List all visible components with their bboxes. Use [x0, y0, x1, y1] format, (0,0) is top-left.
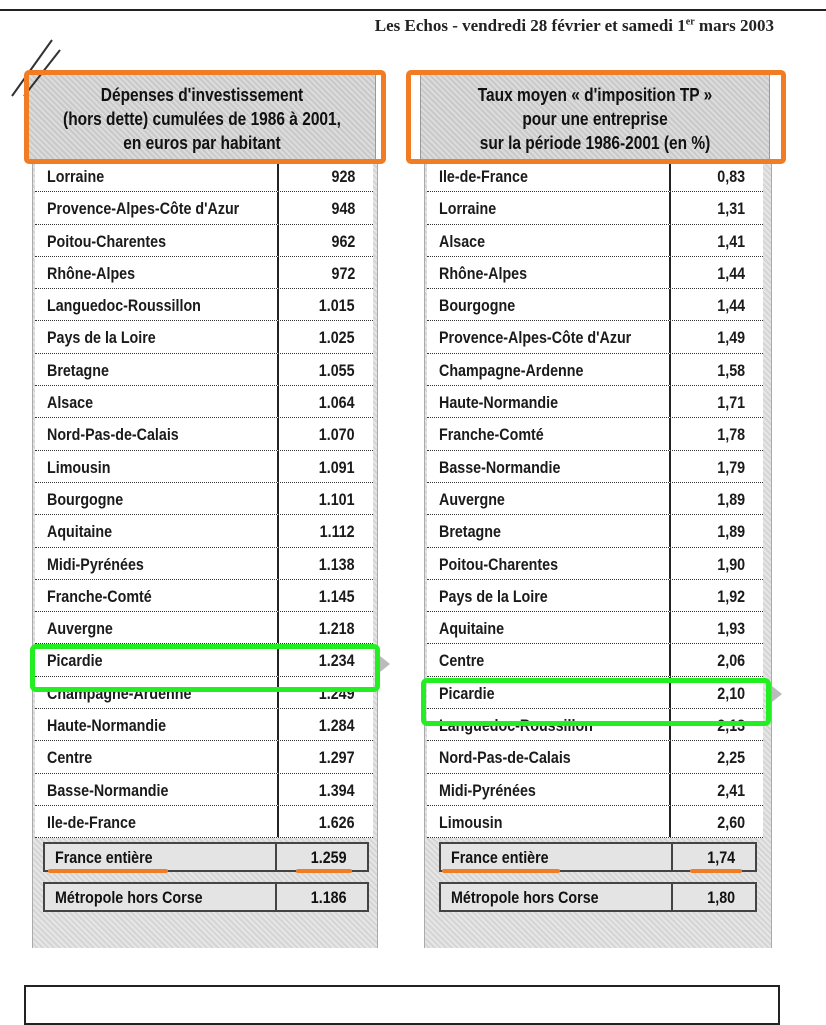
- column-divider: [277, 225, 279, 256]
- date-text-end: mars 2003: [694, 16, 774, 35]
- region-name: Picardie: [439, 683, 495, 703]
- region-value: 1.064: [319, 393, 355, 413]
- column-divider: [277, 806, 279, 837]
- region-value: 1.015: [319, 296, 355, 316]
- table-row: [427, 644, 763, 676]
- table-row: [427, 741, 763, 773]
- region-value: 1.070: [319, 425, 355, 445]
- table-row: [427, 192, 763, 224]
- table-row: [35, 289, 373, 321]
- table-row: [427, 709, 763, 741]
- table-title: Dépenses d'investissement (hors dette) cumulées de 1986 à 2001, en euros par habitant: [63, 85, 341, 153]
- metropole-row: [43, 882, 369, 912]
- column-divider: [669, 548, 671, 579]
- region-name: Provence-Alpes-Côte d'Azur: [47, 199, 240, 219]
- region-value: 1,49: [717, 328, 745, 348]
- region-value: 1,89: [717, 489, 745, 509]
- region-value: 1,31: [717, 199, 745, 219]
- paper-name: Les Echos: [374, 16, 448, 35]
- masthead-rule: [0, 9, 826, 11]
- france-total-label: France entière: [55, 848, 153, 867]
- region-name: Limousin: [47, 457, 111, 477]
- column-divider: [277, 289, 279, 320]
- column-divider: [669, 612, 671, 643]
- region-value: 1.249: [319, 683, 355, 703]
- region-name: Limousin: [439, 812, 503, 832]
- column-divider: [669, 741, 671, 772]
- metropole-label: Métropole hors Corse: [451, 888, 599, 907]
- table-header: [28, 74, 376, 162]
- column-divider: [277, 160, 279, 191]
- table-row: [427, 160, 763, 192]
- table-row: [427, 418, 763, 450]
- region-name: Bretagne: [439, 522, 501, 542]
- next-article-frame: [24, 985, 780, 1025]
- region-name: Languedoc-Roussillon: [439, 716, 593, 736]
- france-total-label: France entière: [451, 848, 549, 867]
- column-divider: [277, 709, 279, 740]
- region-name: Ile-de-France: [439, 167, 528, 186]
- table-row: [35, 321, 373, 353]
- region-value: 1,89: [717, 522, 745, 542]
- column-divider: [669, 289, 671, 320]
- region-value: 1,79: [717, 457, 745, 477]
- region-name: Aquitaine: [439, 619, 505, 639]
- table-row: [427, 515, 763, 547]
- region-value: 1.626: [319, 812, 355, 832]
- metropole-value: 1,80: [707, 888, 735, 907]
- column-divider: [277, 192, 279, 223]
- region-name: Bourgogne: [47, 489, 124, 509]
- table-row: [35, 257, 373, 289]
- table-row: [427, 451, 763, 483]
- table-row: [35, 709, 373, 741]
- column-divider: [277, 483, 279, 514]
- region-value: 1.234: [319, 651, 355, 671]
- region-name: Midi-Pyrénées: [47, 554, 144, 574]
- dateline-separator: -: [447, 16, 463, 35]
- column-divider: [277, 741, 279, 772]
- region-name: Franche-Comté: [439, 425, 544, 445]
- table-row: [35, 806, 373, 838]
- region-value: 1.112: [320, 522, 355, 542]
- table-row: [35, 644, 373, 676]
- table-row: [35, 386, 373, 418]
- table-row: [35, 418, 373, 450]
- region-value: 928: [331, 167, 355, 186]
- column-divider: [669, 160, 671, 191]
- column-divider: [277, 612, 279, 643]
- table-row: [427, 354, 763, 386]
- region-name: Poitou-Charentes: [47, 231, 167, 251]
- table-row: [35, 354, 373, 386]
- table-body: [32, 160, 378, 948]
- region-name: Alsace: [439, 231, 486, 251]
- column-divider: [669, 806, 671, 837]
- region-name: Bourgogne: [439, 296, 516, 316]
- column-divider: [669, 483, 671, 514]
- column-divider: [669, 774, 671, 805]
- column-divider: [671, 844, 673, 870]
- table-row: [427, 677, 763, 709]
- table-rows: [427, 160, 763, 838]
- column-divider: [277, 418, 279, 449]
- region-value: 2,41: [717, 780, 745, 800]
- region-name: Haute-Normandie: [439, 393, 559, 413]
- region-value: 0,83: [717, 167, 745, 186]
- table-row: [35, 548, 373, 580]
- column-divider: [669, 321, 671, 352]
- france-total-row: [439, 842, 757, 872]
- region-value: 1,71: [717, 393, 745, 413]
- france-total-value: 1,74: [707, 848, 735, 867]
- region-name: Poitou-Charentes: [439, 554, 559, 574]
- region-value: 2,25: [717, 748, 745, 768]
- table-row: [35, 192, 373, 224]
- table-row: [427, 548, 763, 580]
- region-value: 1,78: [717, 425, 745, 445]
- table-row: [35, 677, 373, 709]
- column-divider: [277, 257, 279, 288]
- region-name: Pays de la Loire: [47, 328, 156, 348]
- region-value: 1,90: [717, 554, 745, 574]
- table-row: [35, 451, 373, 483]
- region-name: Midi-Pyrénées: [439, 780, 536, 800]
- region-name: Auvergne: [47, 619, 113, 639]
- region-value: 1,92: [717, 586, 745, 606]
- table-row: [427, 806, 763, 838]
- column-divider: [669, 418, 671, 449]
- region-name: Rhône-Alpes: [439, 263, 528, 283]
- table-row: [427, 612, 763, 644]
- table-body: [424, 160, 772, 948]
- region-name: Lorraine: [47, 167, 105, 186]
- region-name: Basse-Normandie: [47, 780, 169, 800]
- column-divider: [671, 884, 673, 910]
- column-divider: [669, 451, 671, 482]
- region-name: Champagne-Ardenne: [439, 360, 584, 380]
- date-text-start: vendredi 28 février et samedi 1: [462, 16, 686, 35]
- table-row: [35, 515, 373, 547]
- region-name: Lorraine: [439, 199, 497, 219]
- region-value: 1.394: [319, 780, 355, 800]
- table-row: [35, 225, 373, 257]
- column-divider: [277, 644, 279, 675]
- table-header: [420, 74, 770, 162]
- column-divider: [669, 515, 671, 546]
- table-row: [427, 321, 763, 353]
- france-total-row: [43, 842, 369, 872]
- region-value: 1.297: [319, 748, 355, 768]
- table-row: [35, 483, 373, 515]
- left-margin-arrow: [380, 656, 390, 672]
- column-divider: [277, 354, 279, 385]
- region-value: 1.145: [319, 586, 355, 606]
- region-value: 1,93: [717, 619, 745, 639]
- region-value: 948: [331, 199, 355, 219]
- column-divider: [277, 515, 279, 546]
- table-row: [427, 225, 763, 257]
- column-divider: [277, 580, 279, 611]
- region-value: 1.138: [319, 554, 355, 574]
- tp-tax-rate-table: [412, 68, 776, 948]
- region-value: 1.284: [319, 716, 355, 736]
- masthead-fragment: [0, 0, 340, 14]
- table-rows: [35, 160, 373, 838]
- region-name: Bretagne: [47, 360, 109, 380]
- right-margin-arrow: [772, 686, 782, 702]
- region-value: 2,10: [717, 683, 745, 703]
- table-row: [427, 289, 763, 321]
- dateline: [375, 16, 774, 36]
- column-divider: [669, 225, 671, 256]
- column-divider: [277, 386, 279, 417]
- table-row: [427, 386, 763, 418]
- table-row: [35, 741, 373, 773]
- table-row: [35, 774, 373, 806]
- region-value: 1.025: [319, 328, 355, 348]
- region-value: 1,44: [717, 263, 745, 283]
- column-divider: [275, 844, 277, 870]
- region-name: Picardie: [47, 651, 103, 671]
- region-name: Centre: [439, 651, 485, 671]
- region-name: Aquitaine: [47, 522, 113, 542]
- column-divider: [669, 709, 671, 740]
- region-value: 2,06: [717, 651, 745, 671]
- region-value: 1,44: [717, 296, 745, 316]
- table-row: [427, 774, 763, 806]
- region-name: Champagne-Ardenne: [47, 683, 192, 703]
- region-value: 1,58: [717, 360, 745, 380]
- investment-spending-table: [20, 68, 382, 948]
- column-divider: [669, 644, 671, 675]
- region-value: 2,60: [717, 812, 745, 832]
- column-divider: [275, 884, 277, 910]
- region-value: 962: [331, 231, 355, 251]
- column-divider: [277, 677, 279, 708]
- column-divider: [277, 451, 279, 482]
- region-value: 1.091: [319, 457, 355, 477]
- region-name: Basse-Normandie: [439, 457, 561, 477]
- table-row: [427, 257, 763, 289]
- date-superscript: er: [685, 16, 695, 28]
- region-name: Nord-Pas-de-Calais: [439, 748, 571, 768]
- column-divider: [277, 774, 279, 805]
- table-title: Taux moyen « d'imposition TP » pour une entreprise sur la période 1986-2001 (en %): [477, 85, 713, 153]
- table-row: [35, 160, 373, 192]
- table-row: [427, 580, 763, 612]
- region-name: Provence-Alpes-Côte d'Azur: [439, 328, 632, 348]
- region-name: Centre: [47, 748, 93, 768]
- region-value: 1.055: [319, 360, 355, 380]
- region-name: Pays de la Loire: [439, 586, 548, 606]
- column-divider: [669, 354, 671, 385]
- region-value: 972: [331, 263, 355, 283]
- region-value: 1.101: [319, 489, 355, 509]
- france-total-value: 1.259: [311, 848, 347, 867]
- metropole-label: Métropole hors Corse: [55, 888, 203, 907]
- region-name: Franche-Comté: [47, 586, 152, 606]
- region-name: Rhône-Alpes: [47, 263, 136, 283]
- region-name: Nord-Pas-de-Calais: [47, 425, 179, 445]
- region-name: Ile-de-France: [47, 812, 136, 832]
- region-value: 1.218: [319, 619, 355, 639]
- metropole-value: 1.186: [311, 888, 347, 907]
- column-divider: [277, 548, 279, 579]
- region-name: Alsace: [47, 393, 94, 413]
- region-value: 1,41: [717, 231, 745, 251]
- table-row: [35, 612, 373, 644]
- region-name: Languedoc-Roussillon: [47, 296, 201, 316]
- region-name: Haute-Normandie: [47, 716, 167, 736]
- column-divider: [669, 257, 671, 288]
- region-value: 2,13: [717, 716, 745, 736]
- column-divider: [669, 192, 671, 223]
- table-row: [427, 483, 763, 515]
- column-divider: [669, 580, 671, 611]
- region-name: Auvergne: [439, 489, 505, 509]
- metropole-row: [439, 882, 757, 912]
- column-divider: [669, 386, 671, 417]
- column-divider: [669, 677, 671, 708]
- column-divider: [277, 321, 279, 352]
- table-row: [35, 580, 373, 612]
